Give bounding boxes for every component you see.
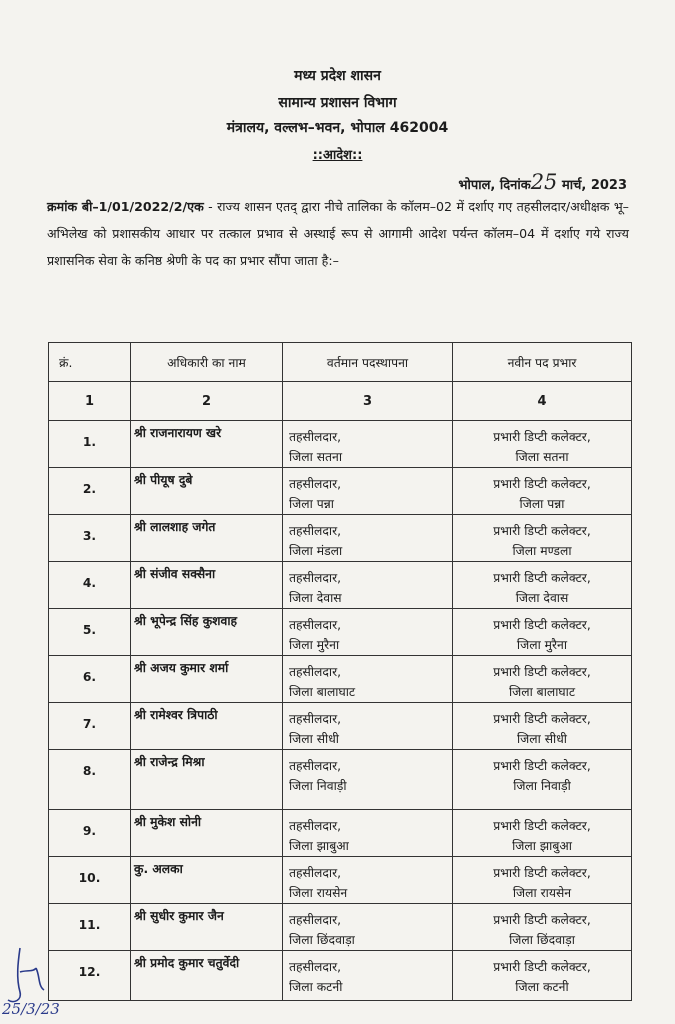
row-officer-name: श्री भूपेन्द्र सिंह कुशवाह — [131, 609, 283, 656]
table-row — [49, 562, 632, 609]
row-current-designation: तहसीलदार, — [289, 819, 342, 833]
table-row — [49, 515, 632, 562]
colnum-2: 2 — [131, 382, 283, 421]
row-current-post — [283, 750, 453, 810]
row-new-charge — [453, 656, 632, 703]
row-new-charge — [453, 750, 632, 810]
row-new-charge — [453, 562, 632, 609]
row-new-designation: प्रभारी डिप्टी कलेक्टर, — [493, 819, 591, 833]
row-serial: 10. — [49, 857, 131, 904]
row-officer-name: श्री सुधीर कुमार जैन — [131, 904, 283, 951]
row-new-designation: प्रभारी डिप्टी कलेक्टर, — [493, 759, 591, 773]
table-row — [49, 703, 632, 750]
row-new-designation: प्रभारी डिप्टी कलेक्टर, — [493, 618, 591, 632]
row-officer-name: श्री पीयूष दुबे — [131, 468, 283, 515]
colnum-4: 4 — [453, 382, 632, 421]
table-row — [49, 468, 632, 515]
dateline-suffix: मार्च, 2023 — [561, 178, 627, 193]
colnum-3: 3 — [283, 382, 453, 421]
row-new-charge — [453, 857, 632, 904]
row-new-district: जिला बालाघाट — [508, 685, 576, 699]
table-row — [49, 951, 632, 1001]
row-new-charge — [453, 703, 632, 750]
row-current-designation: तहसीलदार, — [289, 866, 342, 880]
row-officer-name: कु. अलका — [131, 857, 283, 904]
row-current-designation: तहसीलदार, — [289, 571, 342, 585]
row-new-designation: प्रभारी डिप्टी कलेक्टर, — [493, 712, 591, 726]
row-current-district: जिला सतना — [289, 450, 343, 464]
row-new-district: जिला मण्डला — [512, 544, 572, 558]
row-current-post — [283, 468, 453, 515]
row-serial: 4. — [49, 562, 131, 609]
row-new-designation: प्रभारी डिप्टी कलेक्टर, — [493, 430, 591, 444]
row-current-post — [283, 904, 453, 951]
signature-date: 25/3/23 — [2, 1000, 60, 1018]
row-officer-name: श्री मुकेश सोनी — [131, 810, 283, 857]
row-officer-name: श्री प्रमोद कुमार चतुर्वेदी — [131, 951, 283, 1001]
dateline-prefix: भोपाल, दिनांक — [458, 178, 531, 193]
col-header-name: अधिकारी का नाम — [131, 343, 283, 382]
order-number: क्रमांक बी–1/01/2022/2/एक — [47, 199, 204, 214]
dateline-day-handwritten: 25 — [530, 170, 558, 194]
header-address: मंत्रालय, वल्लभ–भवन, भोपाल 462004 — [226, 120, 449, 136]
dateline — [458, 170, 627, 194]
row-current-designation: तहसीलदार, — [289, 913, 342, 927]
row-current-district: जिला सीधी — [289, 732, 339, 746]
row-new-district: जिला देवास — [515, 591, 569, 605]
row-serial: 9. — [49, 810, 131, 857]
row-new-charge — [453, 515, 632, 562]
row-current-district: जिला झाबुआ — [289, 839, 349, 853]
table-header-row — [49, 343, 632, 382]
row-serial: 6. — [49, 656, 131, 703]
row-serial: 11. — [49, 904, 131, 951]
row-officer-name: श्री संजीव सक्सैना — [131, 562, 283, 609]
row-new-designation: प्रभारी डिप्टी कलेक्टर, — [493, 665, 591, 679]
row-current-district: जिला मंडला — [289, 544, 343, 558]
row-current-designation: तहसीलदार, — [289, 430, 342, 444]
row-current-designation: तहसीलदार, — [289, 759, 342, 773]
row-new-charge — [453, 951, 632, 1001]
row-new-designation: प्रभारी डिप्टी कलेक्टर, — [493, 477, 591, 491]
row-serial: 5. — [49, 609, 131, 656]
row-current-post — [283, 421, 453, 468]
table-row — [49, 656, 632, 703]
table-colnum-row — [49, 382, 632, 421]
row-current-district: जिला रायसेन — [289, 886, 348, 900]
row-new-charge — [453, 609, 632, 656]
row-new-district: जिला पन्ना — [519, 497, 565, 511]
row-new-district: जिला सतना — [515, 450, 569, 464]
order-title: ::आदेश:: — [312, 148, 363, 163]
table-row — [49, 609, 632, 656]
row-current-post — [283, 515, 453, 562]
row-new-district: जिला छिंदवाड़ा — [509, 933, 575, 947]
row-current-district: जिला कटनी — [289, 980, 343, 994]
table-row — [49, 421, 632, 468]
row-serial: 8. — [49, 750, 131, 810]
row-new-designation: प्रभारी डिप्टी कलेक्टर, — [493, 960, 591, 974]
header-govt-name: मध्य प्रदेश शासन — [294, 68, 381, 84]
order-body — [47, 193, 629, 274]
row-new-district: जिला झाबुआ — [512, 839, 572, 853]
row-current-post — [283, 562, 453, 609]
colnum-1: 1 — [49, 382, 131, 421]
col-header-new-charge: नवीन पद प्रभार — [453, 343, 632, 382]
row-officer-name: श्री अजय कुमार शर्मा — [131, 656, 283, 703]
row-serial: 2. — [49, 468, 131, 515]
row-current-post — [283, 609, 453, 656]
row-current-designation: तहसीलदार, — [289, 524, 342, 538]
row-current-district: जिला देवास — [289, 591, 342, 605]
row-new-charge — [453, 421, 632, 468]
row-current-district: जिला छिंदवाड़ा — [289, 933, 355, 947]
row-new-charge — [453, 810, 632, 857]
table-row — [49, 857, 632, 904]
row-current-designation: तहसीलदार, — [289, 712, 342, 726]
officers-table — [48, 342, 632, 1001]
col-header-sn: क्रं. — [49, 343, 131, 382]
col-header-current-post: वर्तमान पदस्थापना — [283, 343, 453, 382]
row-officer-name: श्री लालशाह जगेत — [131, 515, 283, 562]
row-new-district: जिला निवाड़ी — [513, 779, 571, 793]
row-serial: 3. — [49, 515, 131, 562]
row-new-designation: प्रभारी डिप्टी कलेक्टर, — [493, 913, 591, 927]
row-serial: 1. — [49, 421, 131, 468]
row-officer-name: श्री राजेन्द्र मिश्रा — [131, 750, 283, 810]
row-new-district: जिला रायसेन — [512, 886, 572, 900]
row-current-district: जिला बालाघाट — [289, 685, 356, 699]
row-new-designation: प्रभारी डिप्टी कलेक्टर, — [493, 571, 591, 585]
order-text: - राज्य शासन एतद् द्वारा नीचे तालिका के कॉलम–02 में दर्शाए गए तहसीलदार/अधीक्षक भू–अभिलेख को प्रशासकीय आधार पर तत्काल प्रभाव से अस्थाई रूप से आगामी आदेश पर्यन्त कॉलम–04 में दर्शाए गये राज्य प्रशासनिक सेवा के कनिष्ठ श्रेणी के पद का प्रभार सौंपा जाता है:– — [47, 199, 629, 268]
row-current-post — [283, 703, 453, 750]
table-row — [49, 810, 632, 857]
row-new-district: जिला मुरैना — [516, 638, 568, 652]
row-current-district: जिला निवाड़ी — [289, 779, 347, 793]
row-officer-name: श्री राजनारायण खरे — [131, 421, 283, 468]
row-current-post — [283, 857, 453, 904]
row-serial: 12. — [49, 951, 131, 1001]
row-current-post — [283, 810, 453, 857]
row-current-designation: तहसीलदार, — [289, 960, 342, 974]
row-new-district: जिला कटनी — [515, 980, 569, 994]
row-current-district: जिला पन्ना — [289, 497, 334, 511]
row-current-designation: तहसीलदार, — [289, 477, 342, 491]
row-serial: 7. — [49, 703, 131, 750]
table-row — [49, 904, 632, 951]
table-row — [49, 750, 632, 810]
row-current-post — [283, 656, 453, 703]
row-current-post — [283, 951, 453, 1001]
row-officer-name: श्री रामेश्वर त्रिपाठी — [131, 703, 283, 750]
row-new-district: जिला सीधी — [517, 732, 567, 746]
header-department: सामान्य प्रशासन विभाग — [278, 95, 397, 111]
row-new-designation: प्रभारी डिप्टी कलेक्टर, — [493, 524, 591, 538]
row-current-designation: तहसीलदार, — [289, 618, 342, 632]
row-new-designation: प्रभारी डिप्टी कलेक्टर, — [493, 866, 591, 880]
row-current-designation: तहसीलदार, — [289, 665, 342, 679]
row-new-charge — [453, 904, 632, 951]
row-new-charge — [453, 468, 632, 515]
row-current-district: जिला मुरैना — [289, 638, 340, 652]
